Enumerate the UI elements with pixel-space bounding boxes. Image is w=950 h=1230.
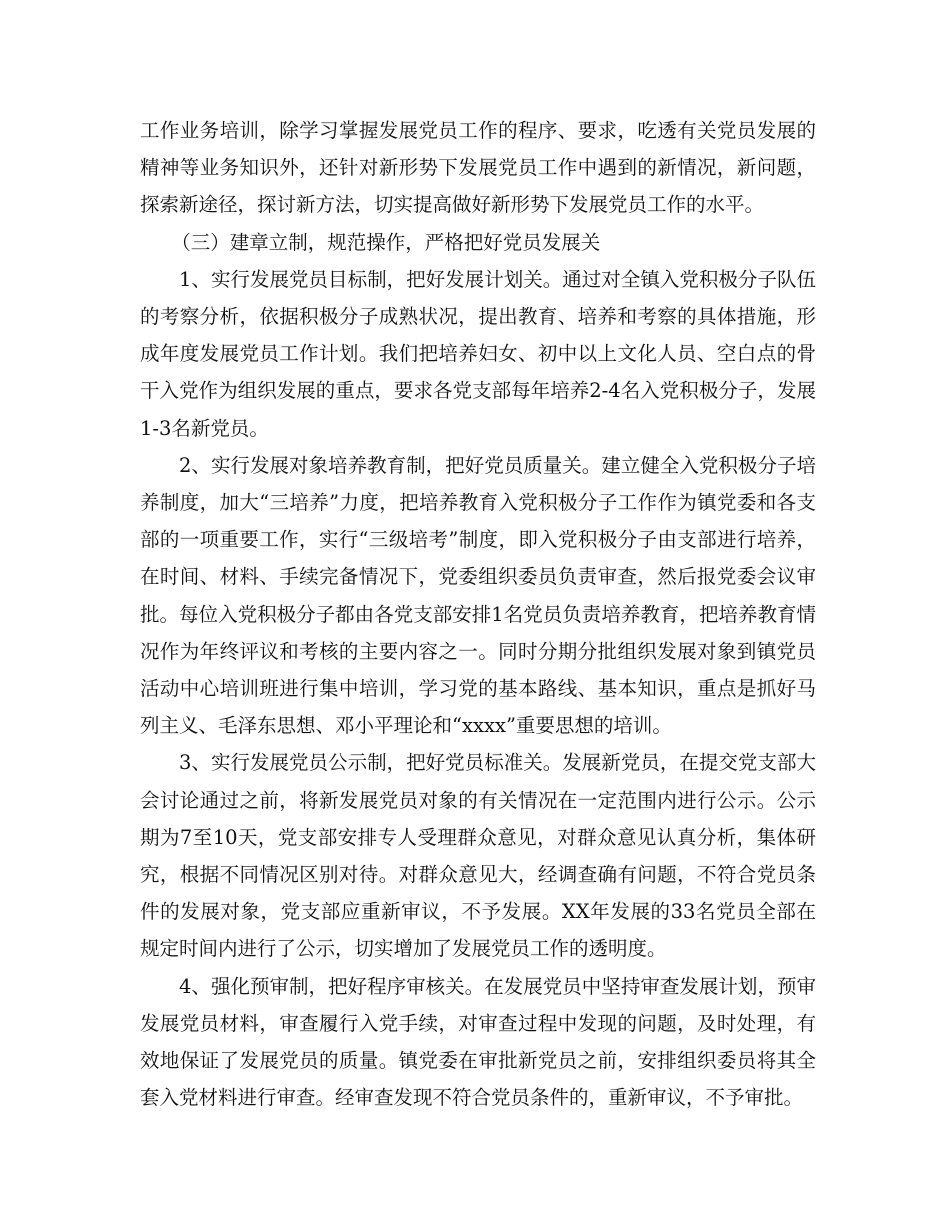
paragraph-item-1: 1、实行发展党员目标制，把好发展计划关。通过对全镇入党积极分子队伍的考察分析，依据积极分子成熟状况，提出教育、培养和考察的具体措施，形成年度发展党员工作计划。我们把培养妇女、初中以上文化人员、空白点的骨干入党作为组织发展的重点，要求各党支部每年培养2-4名入党积极分子，发展1-3名新党员。 [140, 267, 816, 440]
paragraph-item-4: 4、强化预审制，把好程序审核关。在发展党员中坚持审查发展计划，预审发展党员材料，审查履行入党手续，对审查过程中发现的问题，及时处理，有效地保证了发展党员的质量。镇党委在审批新党员之前，安排组织委员将其全套入党材料进行审查。经审查发现不符合党员条件的，重新审议，不予审批。 [140, 974, 816, 1110]
paragraph-item-3: 3、实行发展党员公示制，把好党员标准关。发展新党员，在提交党支部大会讨论通过之前，将新发展党员对象的有关情况在一定范围内进行公示。公示期为7至10天，党支部安排专人受理群众意见，对群众意见认真分析，集体研究，根据不同情况区别对待。对群众意见大，经调查确有问题，不符合党员条件的发展对象，党支部应重新审议，不予发展。XX年发展的33名党员全部在规定时间内进行了公示，切实增加了发展党员工作的透明度。 [140, 751, 816, 961]
document-body [140, 112, 816, 1116]
paragraph-continuation: 工作业务培训，除学习掌握发展党员工作的程序、要求，吃透有关党员发展的精神等业务知识外，还针对新形势下发展党员工作中遇到的新情况，新问题，探索新途径，探讨新方法，切实提高做好新形势下发展党员工作的水平。 [140, 119, 816, 217]
section-heading: （三）建章立制，规范操作，严格把好党员发展关 [171, 230, 601, 254]
paragraph-item-2: 2、实行发展对象培养教育制，把好党员质量关。建立健全入党积极分子培养制度，加大“三培养”力度，把培养教育入党积极分子工作作为镇党委和各支部的一项重要工作，实行“三级培考”制度，即入党积极分子由支部进行培养，在时间、材料、手续完备情况下，党委组织委员负责审查，然后报党委会议审批。每位入党积极分子都由各党支部安排1名党员负责培养教育，把培养教育情况作为年终评议和考核的主要内容之一。同时分期分批组织发展对象到镇党员活动中心培训班进行集中培训，学习党的基本路线、基本知识，重点是抓好马列主义、毛泽东思想、邓小平理论和“xxxx”重要思想的培训。 [140, 453, 816, 738]
